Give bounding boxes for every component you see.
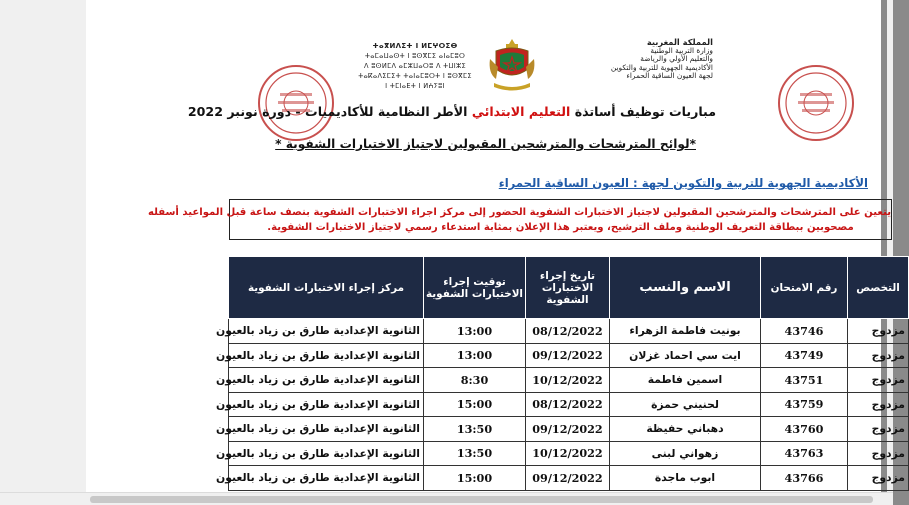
- ministry-line: الأكاديمية الجهوية للتربية والتكوين: [610, 62, 713, 72]
- tifinagh-line: ⵏ ⵜⵎⵏⴰⴹⵜ ⵏ ⵍⵄⵢⵓⵏ: [385, 82, 445, 90]
- cell-name: ايت سي احماد غزلان: [610, 343, 761, 368]
- cell-time: 8:30: [424, 368, 526, 393]
- title-highlight: التعليم الابتدائي: [471, 104, 571, 119]
- cell-time: 13:50: [424, 441, 526, 466]
- ministry-line: لجهة العيون الساقية الحمراء: [626, 71, 713, 81]
- cell-date: 09/12/2022: [526, 343, 610, 368]
- cell-time: 15:00: [424, 466, 526, 491]
- ministry-line: والتعليم الأولي والرياضة: [640, 54, 713, 64]
- cell-exam-number: 43763: [761, 441, 848, 466]
- cell-center: الثانوية الإعدادية طارق بن زياد بالعيون: [229, 319, 424, 344]
- ministry-header-tifinagh: [352, 41, 478, 91]
- cell-exam-number: 43749: [761, 343, 848, 368]
- table-row: [229, 319, 909, 344]
- cell-specialty: مزدوج: [848, 368, 909, 393]
- cell-center: الثانوية الإعدادية طارق بن زياد بالعيون: [229, 343, 424, 368]
- column-header-exam-number: رقم الامتحان: [761, 257, 848, 319]
- cell-specialty: مزدوج: [848, 319, 909, 344]
- cell-name: اسمين فاطمة: [610, 368, 761, 393]
- table-row: [229, 466, 909, 491]
- cell-specialty: مزدوج: [848, 392, 909, 417]
- table-row: [229, 441, 909, 466]
- cell-center: الثانوية الإعدادية طارق بن زياد بالعيون: [229, 441, 424, 466]
- table-row: [229, 343, 909, 368]
- cell-date: 10/12/2022: [526, 368, 610, 393]
- table-header-row: [229, 257, 909, 319]
- cell-exam-number: 43746: [761, 319, 848, 344]
- ministry-header-arabic: [598, 38, 713, 81]
- title-start: مباريات توظيف أساتذة: [570, 104, 716, 119]
- cell-time: 13:50: [424, 417, 526, 442]
- column-header-time: توقيت إجراء الاختبارات الشفوية: [424, 257, 526, 319]
- horizontal-scrollbar[interactable]: [0, 492, 893, 505]
- cell-exam-number: 43751: [761, 368, 848, 393]
- cell-time: 13:00: [424, 319, 526, 344]
- cell-name: ابوب ماجدة: [610, 466, 761, 491]
- page-title: [187, 104, 716, 119]
- cell-time: 13:00: [424, 343, 526, 368]
- document-page: [86, 0, 905, 493]
- viewer-left-panel: [0, 0, 86, 505]
- cell-date: 08/12/2022: [526, 392, 610, 417]
- ministry-line: المملكة المغربية: [646, 37, 713, 47]
- candidates-table: [215, 256, 909, 491]
- cell-specialty: مزدوج: [848, 466, 909, 491]
- cell-exam-number: 43766: [761, 466, 848, 491]
- notice-box: [147, 199, 892, 240]
- notice-line: يتعين على المترشحات والمترشحين المقبولين لاجتياز الاختبارات الشفوية الحضور إلى مركز اجراء الاختبارات الشفوية بنصف ساعة قبل المواعيد أسفله: [147, 207, 891, 218]
- column-header-name: الاسم والنسب: [610, 257, 761, 319]
- tifinagh-line: ⵜⴰⴽⴰⴷⵉⵎⵉⵜ ⵜⴰⵏⴰⵎⵓⵔⵜ ⵏ ⵓⵙⴳⵎⵉ: [358, 72, 472, 80]
- tifinagh-line: ⵜⴰⵎⴰⵡⴰⵙⵜ ⵏ ⵓⵙⴳⵎⵉ ⴰⵏⴰⵎⵓⵔ: [364, 52, 466, 60]
- column-header-center: مركز إجراء الاختبارات الشفوية: [229, 257, 424, 319]
- cell-specialty: مزدوج: [848, 417, 909, 442]
- cell-date: 10/12/2022: [526, 441, 610, 466]
- ministry-line: وزارة التربية الوطنية: [650, 45, 713, 55]
- title-end: الأطر النظامية للأكاديميات - دورة نونبر 2022: [187, 104, 472, 119]
- moroccan-emblem-icon: [488, 37, 536, 93]
- cell-name: بونيت فاطمة الزهراء: [610, 319, 761, 344]
- cell-date: 09/12/2022: [526, 466, 610, 491]
- column-header-specialty: التخصص: [848, 257, 909, 319]
- academy-heading: الأكاديمية الجهوية للتربية والتكوين لجهة : العيون الساقية الحمراء: [498, 176, 868, 190]
- academy-stamp-icon: [776, 63, 856, 143]
- cell-center: الثانوية الإعدادية طارق بن زياد بالعيون: [229, 466, 424, 491]
- tifinagh-line: ⵜⴰⴳⵍⴷⵉⵜ ⵏ ⵍⵎⵖⵔⵉⴱ: [372, 42, 458, 50]
- cell-center: الثانوية الإعدادية طارق بن زياد بالعيون: [229, 368, 424, 393]
- scrollbar-thumb[interactable]: [90, 496, 873, 503]
- table-row: [229, 417, 909, 442]
- page-subtitle: *لوائح المترشحات والمترشحين المقبولين لاجتياز الاختبارات الشفوية *: [275, 137, 696, 151]
- notice-line: مصحوبين ببطاقة التعريف الوطنية وملف الترشيح، ويعتبر هذا الإعلان بمثابة استدعاء رسمي لاجتياز الاختبارات الشفوية.: [267, 222, 854, 233]
- cell-name: لحنيني حمزة: [610, 392, 761, 417]
- cell-specialty: مزدوج: [848, 343, 909, 368]
- academy-stamp-icon: [256, 63, 336, 143]
- cell-name: زهواني لبنى: [610, 441, 761, 466]
- tifinagh-line: ⴷ ⵓⵙⵍⵎⴷ ⴰⵎⵣⵡⴰⵔⵓ ⴷ ⵜⵡⵏⵣⵉ: [364, 62, 466, 70]
- cell-date: 08/12/2022: [526, 319, 610, 344]
- column-header-date: تاريخ إجراء الاختبارات الشفوية: [526, 257, 610, 319]
- cell-specialty: مزدوج: [848, 441, 909, 466]
- cell-date: 09/12/2022: [526, 417, 610, 442]
- table-row: [229, 392, 909, 417]
- cell-exam-number: 43760: [761, 417, 848, 442]
- cell-center: الثانوية الإعدادية طارق بن زياد بالعيون: [229, 392, 424, 417]
- table-row: [229, 368, 909, 393]
- cell-exam-number: 43759: [761, 392, 848, 417]
- cell-time: 15:00: [424, 392, 526, 417]
- cell-name: دهباني حفيظة: [610, 417, 761, 442]
- cell-center: الثانوية الإعدادية طارق بن زياد بالعيون: [229, 417, 424, 442]
